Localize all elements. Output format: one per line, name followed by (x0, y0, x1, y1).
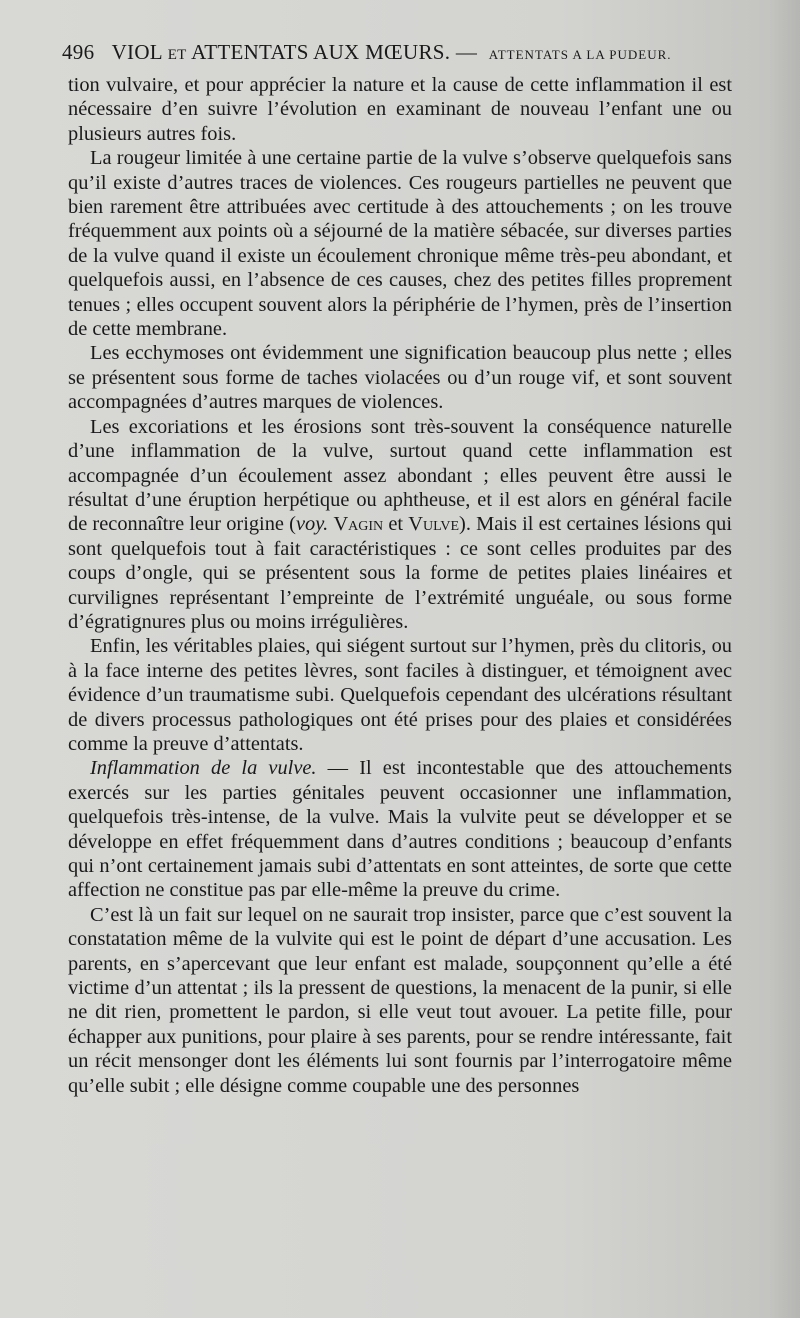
body-text (68, 73, 732, 1098)
paragraph-ecchymoses: Les ecchymoses ont évidemment une signification beaucoup plus nette ; elles se présentent sous forme de taches violacées ou d’un rouge vif, et sont souvent accompagnées d’autres marques de violences. (68, 342, 732, 414)
running-header (62, 40, 742, 65)
cross-ref-and: et (388, 513, 404, 536)
paragraph-constatation: C’est là un fait sur lequel on ne saurait trop insister, parce que c’est souvent la constatation même de la vulvite qui est le point de départ d’une accusation. Les parents, en s’apercevant que leur enfant est malade, soupçonnent qu’elle a été victime d’un attentat ; ils la pressent de questions, la menacent de la punir, si elle ne dit rien, promettent le pardon, si elle veut tout avouer. La petite fille, pour échapper aux punitions, pour plaire à ses parents, pour se rendre intéressante, fait un récit mensonger dont les éléments lui sont fournis par l’interrogatoire même qu’elle subit ; elle désigne comme coupable une des personnes (68, 903, 732, 1097)
paragraph-inflammation (68, 756, 732, 902)
cross-ref-vagin: Vagin (333, 513, 384, 536)
paragraph-continued: tion vulvaire, et pour apprécier la nature et la cause de cette inflammation il est nécessaire d’en suivre l’évolution en examinant de nouveau l’enfant une ou plusieurs autres fois. (68, 74, 732, 145)
excoriations-text-before: Les excoriations et les érosions sont très-souvent la conséquence naturelle d’une inflammation de la vulve, surtout quand cette inflammation est accompagnée d’un écoulement assez abondant ; elles peuvent être aussi le résultat d’une éruption herpétique ou aphtheuse, et il est alors en général facile de reconnaître leur origine ( (68, 415, 732, 536)
inflammation-text: — Il est incontestable que des attouchements exercés sur les parties génitales peuvent occasionner une inflammation, quelquefois très-intense, de la vulve. Mais la vulvite peut se développer et se développe en effet fréquemment dans d’autres conditions ; beaucoup d’enfants qui n’ont certainement jamais subi d’attentats en sont atteintes, de sorte que cette affection ne constitue pas par elle-même la preuve du crime. (68, 757, 733, 902)
cross-ref-vulve: Vulve (408, 513, 460, 536)
header-title-viol: VIOL (111, 40, 163, 64)
header-dash: — (455, 40, 478, 64)
header-title-main: ATTENTATS AUX MŒURS. (191, 40, 451, 64)
page-number: 496 (62, 40, 95, 64)
voy-abbrev: voy. (295, 513, 329, 536)
header-title-et: ET (167, 47, 187, 63)
paragraph-plaies: Enfin, les véritables plaies, qui siégent surtout sur l’hymen, près du clitoris, ou à la face interne des petites lèvres, sont faciles à distinguer, et témoignent avec évidence d’un traumatisme subi. Quelquefois cependant des ulcérations résultant de divers processus pathologiques ont été prises pour des plaies et considérées comme la preuve d’attentats. (68, 635, 732, 755)
paragraph-excoriations (68, 415, 732, 635)
excoriations-text-after: ). Mais il est certaines lésions qui sont quelquefois tout à fait caractéristiques : ce sont celles produites par des coups d’ongle, qui se présentent sous la forme de petites plaies linéaires et curvilignes représentant l’empreinte de l’extrémité unguéale, ou sous forme d’égratignures plus ou moins irrégulières. (68, 513, 732, 633)
paragraph-rougeur: La rougeur limitée à une certaine partie de la vulve s’observe quelquefois sans qu’il existe d’autres traces de violences. Ces rougeurs partielles ne peuvent que bien rarement être attribuées avec certitude à des attouchements ; on les trouve fréquemment aux points où a séjourné de la matière sébacée, sur diverses parties de la vulve quand il existe un écoulement chronique même très-peu abondant, et quelquefois aussi, en l’absence de ces causes, chez des petites filles proprement tenues ; elles occupent souvent alors la périphérie de l’hymen, près de l’insertion de cette membrane. (68, 147, 732, 341)
header-subtitle: ATTENTATS A LA PUDEUR. (488, 47, 672, 62)
section-heading-inflammation: Inflammation de la vulve. (90, 757, 317, 780)
